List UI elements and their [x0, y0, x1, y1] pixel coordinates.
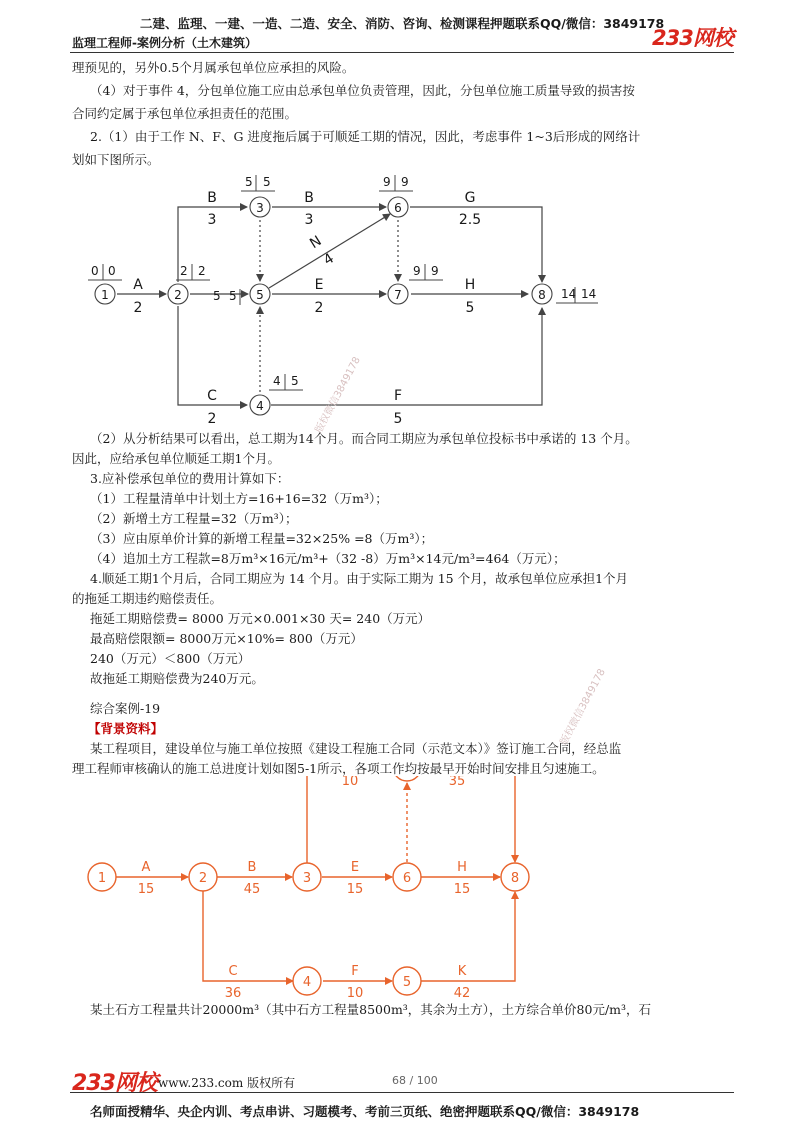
- activity2-C-name: C: [228, 964, 238, 979]
- node-7-label: 7: [394, 288, 402, 302]
- node-1-tag-es: 0: [91, 264, 99, 278]
- network-diagram-1: [0, 168, 800, 438]
- text-line: 4.顺延工期1个月后，合同工期应为 14 个月。由于实际工期为 15 个月，故承包单位应承担1个月: [90, 571, 629, 586]
- activity2-F-duration: 10: [346, 986, 364, 1001]
- node-6-tag-es: 9: [383, 175, 391, 189]
- text-line: （4）对于事件 4，分包单位施工应由总承包单位负责管理，因此，分包单位施工质量导致的损害按: [90, 83, 635, 98]
- case-title: 综合案例-19: [90, 701, 161, 716]
- section-label: 【背景资料】: [88, 721, 164, 736]
- text-line: （1）工程量清单中计划土方=16+16=32（万m³）；: [90, 491, 388, 506]
- activity-F-duration: 5: [393, 411, 403, 427]
- activity2-C-duration: 36: [224, 986, 242, 1001]
- node-1-label: 1: [101, 288, 109, 302]
- activity-A-name: A: [133, 277, 143, 293]
- activity2-K-name: K: [457, 964, 467, 979]
- node-1-tag-ef: 0: [108, 264, 116, 278]
- text-line: 故拖延工期赔偿费为240万元。: [90, 671, 264, 686]
- node2-3-label: 3: [302, 871, 312, 886]
- activity-E-duration: 2: [314, 300, 324, 316]
- node-8-tag-es: 14: [561, 287, 577, 301]
- node-3-tag-es: 5: [245, 175, 253, 189]
- node-7-tag-es: 9: [413, 264, 421, 278]
- activity-C-duration: 2: [207, 411, 217, 427]
- activity2-K-duration: 42: [453, 986, 471, 1001]
- text-line: 理预见的，另外0.5个月属承包单位应承担的风险。: [72, 60, 355, 75]
- page-number: 68 / 100: [392, 1074, 438, 1087]
- text-line: 的拖延工期违约赔偿责任。: [72, 591, 223, 606]
- footer-site[interactable]: www.233.com 版权所有: [158, 1076, 296, 1090]
- activity-F-name: F: [393, 388, 403, 404]
- node2-1-label: 1: [97, 871, 107, 886]
- node-5-tag-es: 5: [213, 289, 221, 303]
- node2-6-label: 6: [402, 871, 412, 886]
- activity-B2-name: B: [304, 190, 314, 206]
- node-8-label: 8: [538, 288, 546, 302]
- text-line: 2.（1）由于工作 N、F、G 进度拖后属于可顺延工期的情况，因此，考虑事件 1~3后形成的网络计: [90, 129, 641, 144]
- text-line: 某工程项目，建设单位与施工单位按照《建设工程施工合同（示范文本）》签订施工合同，经总监: [90, 741, 622, 756]
- footer-promo: 名师面授精华、央企内训、考点串讲、习题模考、考前三页纸、绝密押题联系QQ/微信：3849178: [90, 1104, 640, 1119]
- activity-B1-duration: 3: [207, 212, 217, 228]
- text-line: 240（万元）＜800（万元）: [90, 651, 251, 666]
- activity-B2-duration: 3: [304, 212, 314, 228]
- activity2-A-duration: 15: [137, 882, 155, 897]
- activity-C-name: C: [207, 388, 217, 404]
- header-subtitle: 监理工程师-案例分析（土木建筑）: [72, 36, 257, 50]
- text-line: 划如下图所示。: [72, 152, 160, 167]
- node-8-tag-ef: 14: [581, 287, 597, 301]
- activity-H-name: H: [464, 277, 476, 293]
- node2-5-label: 5: [402, 975, 412, 990]
- node-3-label: 3: [256, 201, 264, 215]
- activity-B1-name: B: [207, 190, 217, 206]
- node-6-tag-ef: 9: [401, 175, 409, 189]
- footer-logo: 233网校: [72, 1071, 157, 1096]
- header-promo: 二建、监理、一建、一造、二造、安全、消防、咨询、检测课程押题联系QQ/微信：3849178: [140, 16, 665, 31]
- node-4-tag-ef: 5: [291, 374, 299, 388]
- activity2-H-name: H: [457, 860, 467, 875]
- watermark: 版权微信3849178: [313, 355, 363, 436]
- activity2-D-duration: 10: [341, 776, 359, 789]
- node-5-tag-ef: 5: [229, 289, 237, 303]
- activity2-B-name: B: [247, 860, 257, 875]
- text-line: （2）新增土方工程量=32（万m³）；: [90, 511, 298, 526]
- activity-N-duration: 4: [320, 250, 337, 269]
- text-line: （4）追加土方工程款=8万m³×16元/m³+（32 -8）万m³×14元/m³=464（万元）；: [90, 551, 566, 566]
- activity-N-name: N: [307, 233, 325, 253]
- node-5-label: 5: [256, 288, 264, 302]
- text-line: 某土石方工程量共计20000m³（其中石方工程量8500m³，其余为土方），土方综合单价80元/m³，石: [90, 1002, 652, 1017]
- text-line: 3.应补偿承包单位的费用计算如下：: [90, 471, 290, 486]
- node-2-label: 2: [174, 288, 182, 302]
- node2-8-label: 8: [510, 871, 520, 886]
- activity-E-name: E: [314, 277, 324, 293]
- activity-H-duration: 5: [465, 300, 475, 316]
- text-line: 因此，应给承包单位顺延工期1个月。: [72, 451, 280, 466]
- text-line: 拖延工期赔偿费= 8000 万元×0.001×30 天= 240（万元）: [90, 611, 431, 626]
- node2-2-label: 2: [198, 871, 208, 886]
- text-line: （2）从分析结果可以看出，总工期为14个月。而合同工期应为承包单位投标书中承诺的 13 个月。: [90, 431, 638, 446]
- text-line: 最高赔偿限额= 8000万元×10%= 800（万元）: [90, 631, 363, 646]
- text-line: 理工程师审核确认的施工总进度计划如图5-1所示，各项工作均按最早开始时间安排且匀速施工。: [72, 761, 605, 776]
- watermark: 版权微信3849178: [558, 667, 608, 748]
- activity2-B-duration: 45: [243, 882, 261, 897]
- activity2-A-name: A: [141, 860, 151, 875]
- node-4-label: 4: [256, 399, 264, 413]
- activity2-H-duration: 15: [453, 882, 471, 897]
- node-2-tag-ef: 2: [198, 264, 206, 278]
- node2-4-label: 4: [302, 975, 312, 990]
- text-line: 合同约定属于承包单位承担责任的范围。: [72, 106, 298, 121]
- header-logo: 233网校: [652, 26, 733, 50]
- node-3-tag-ef: 5: [263, 175, 271, 189]
- node-6-label: 6: [394, 201, 402, 215]
- node2-7-circle: [393, 776, 421, 781]
- activity-G-name: G: [464, 190, 476, 206]
- node-7-tag-ef: 9: [431, 264, 439, 278]
- activity-G-duration: 2.5: [458, 212, 482, 228]
- activity2-F-name: F: [351, 964, 359, 979]
- activity-A-duration: 2: [133, 300, 143, 316]
- activity2-E-duration: 15: [346, 882, 364, 897]
- header-rule: [70, 52, 734, 53]
- text-line: （3）应由原单价计算的新增工程量=32×25% =8（万m³）；: [90, 531, 434, 546]
- footer-rule: [70, 1092, 734, 1093]
- activity2-G-duration: 35: [448, 776, 466, 789]
- node-2-tag-es: 2: [180, 264, 188, 278]
- node-4-tag-es: 4: [273, 374, 281, 388]
- network-diagram-2: [0, 776, 800, 1006]
- activity2-E-name: E: [350, 860, 360, 875]
